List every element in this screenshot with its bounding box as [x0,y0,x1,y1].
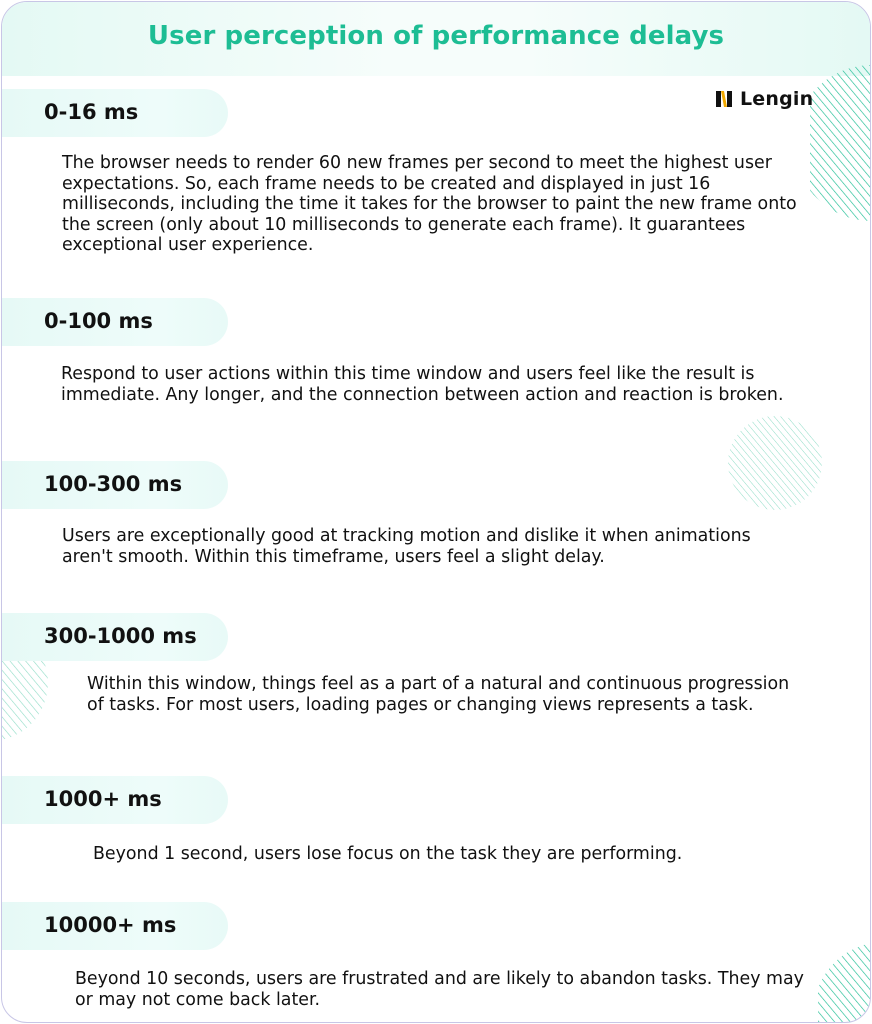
range-pill [2,461,228,509]
hatched-circle-decoration [726,414,824,512]
range-pill [2,613,228,661]
lengin-logo-icon [714,88,734,110]
hatched-circle-decoration [810,60,871,226]
range-pill [2,89,228,137]
page-title: User perception of performance delays [147,21,725,51]
range-pill [2,902,228,950]
range-label: 10000+ ms [44,913,177,937]
hatched-circle-decoration [818,928,871,1022]
range-description: Respond to user actions within this time window and users feel like the result is immediate. Any longer, and the connection between action and reaction is broken. [61,364,784,405]
range-pill [2,298,228,346]
range-label: 1000+ ms [44,787,162,811]
range-label: 0-100 ms [44,309,153,333]
brand-logo [714,88,813,110]
range-description: Beyond 1 second, users lose focus on the task they are performing. [93,844,683,864]
range-description: Within this window, things feel as a part of a natural and continuous progression of tasks. For most users, loading pages or changing views represents a task. [87,674,790,715]
brand-name: Lengin [740,88,814,110]
range-label: 300-1000 ms [44,624,197,648]
range-description: The browser needs to render 60 new frames per second to meet the highest user expectations. So, each frame needs to be created and displayed in just 16 milliseconds, including the time it takes for the browser to paint the new frame onto the screen (only about 10 milliseconds to generate each frame). It guarantees exceptional user experience. [62,153,797,255]
range-pill [2,776,228,824]
range-description: Users are exceptionally good at tracking motion and dislike it when animations aren't smooth. Within this timeframe, users feel a slight delay. [62,526,751,567]
range-description: Beyond 10 seconds, users are frustrated and are likely to abandon tasks. They may or may not come back later. [75,969,804,1010]
range-label: 0-16 ms [44,100,139,124]
infographic-card [1,1,871,1023]
range-label: 100-300 ms [44,472,183,496]
